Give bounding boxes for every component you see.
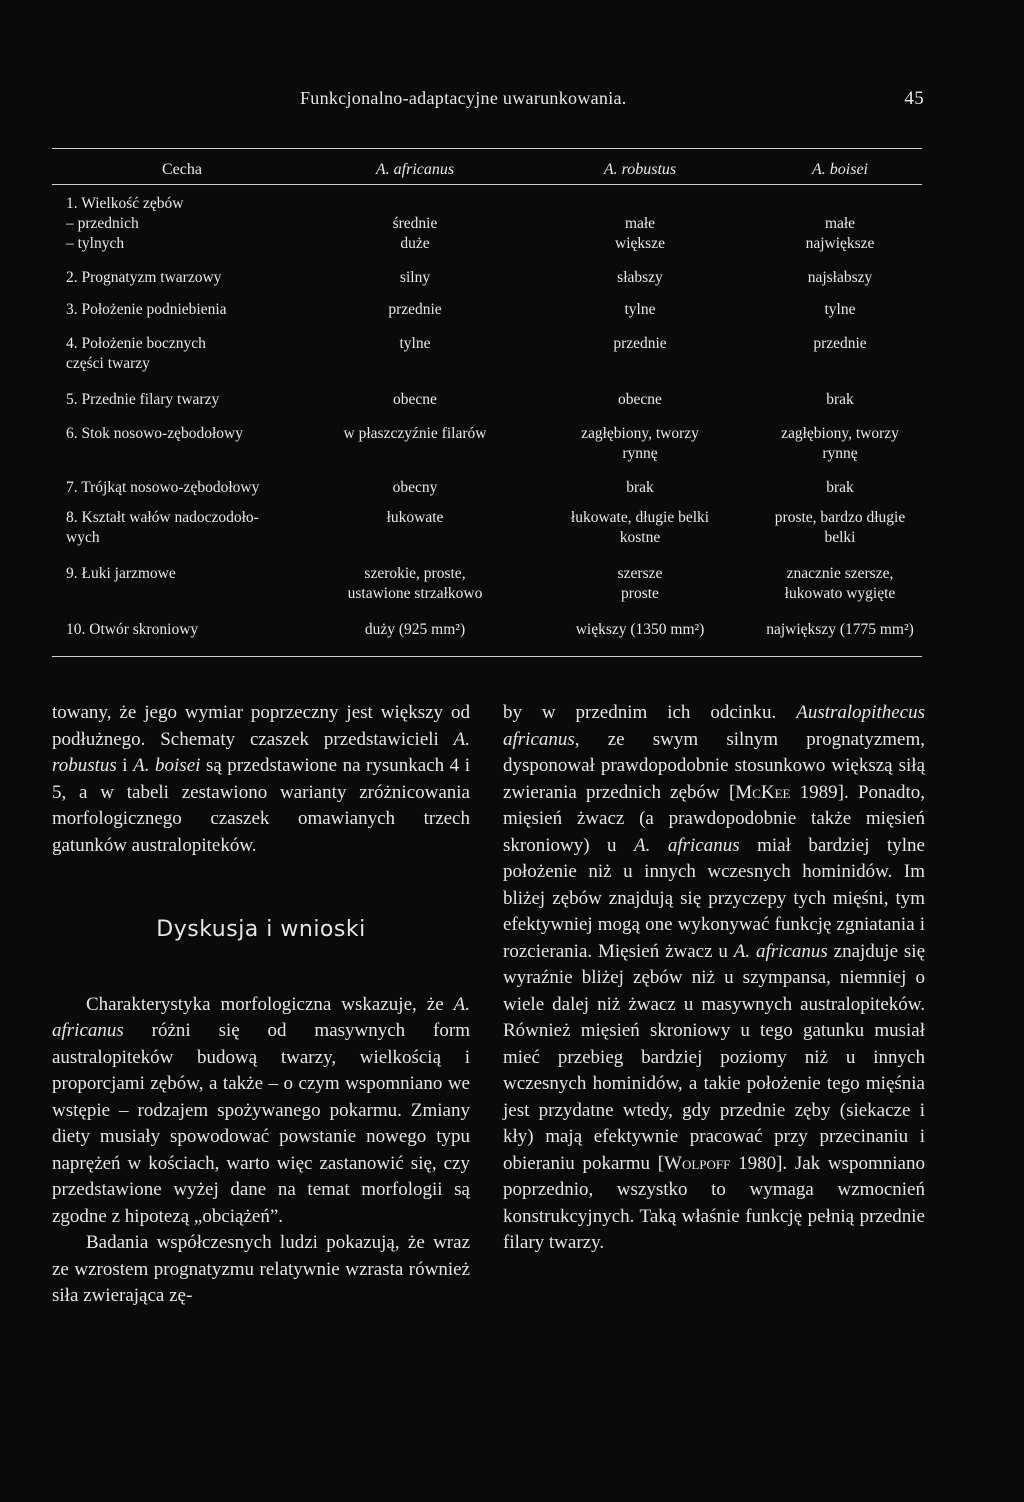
- robustus-cell: rynnę: [622, 445, 658, 462]
- text-run: są przedstawione na rysunkach 4 i 5, a w tabeli zestawiono warianty zróżnicowania morfologicznego czaszek omawianych trzech gatunków australopiteków.: [52, 755, 470, 856]
- section-heading: Dyskusja i wnioski: [156, 917, 366, 942]
- robustus-cell: przednie: [613, 335, 667, 352]
- text-run: 1980]. Jak wspomniano poprzednio, wszystko to wymaga wzmocnień konstrukcyjnych. Taką właśnie funkcję pełnią przednie filary twarzy.: [503, 1152, 925, 1253]
- text-run: , ze swym silnym prognatyzmem, dysponował prawdopodobnie stosunkowo większą siłą zwierania przednich zębów [: [503, 728, 925, 803]
- species-name: A. africanus: [52, 993, 470, 1041]
- robustus-cell: łukowate, długie belki: [570, 509, 710, 526]
- trait-cell: 5. Przednie filary twarzy: [66, 391, 220, 408]
- table-header-rule: [52, 184, 922, 185]
- robustus-cell: zagłębiony, tworzy: [581, 425, 699, 442]
- species-name: A. boisei: [133, 755, 201, 776]
- boisei-cell: brak: [826, 391, 854, 408]
- trait-cell: części twarzy: [66, 355, 150, 372]
- text-run: towany, że jego wymiar poprzeczny jest większy od podłużnego. Schematy czaszek przedstawicieli: [52, 702, 470, 750]
- africanus-cell: duże: [400, 235, 430, 252]
- species-name: Australopithecus africanus: [503, 702, 925, 750]
- paragraph-discussion: [52, 992, 470, 1231]
- species-name: A. robustus: [52, 728, 470, 776]
- robustus-cell: małe: [624, 215, 656, 232]
- boisei-cell: małe: [824, 215, 856, 232]
- boisei-cell: rynnę: [822, 445, 858, 462]
- robustus-cell: obecne: [618, 391, 662, 408]
- africanus-cell: ustawione strzałkowo: [347, 585, 483, 602]
- robustus-cell: brak: [626, 479, 654, 496]
- boisei-cell: przednie: [813, 335, 867, 352]
- text-run: znajduje się wyraźnie bliżej zębów niż u szympansa, niemniej o wiele dalej niż żwacz u masywnych australopiteków. Również mięsień skroniowy u tego gatunku musiał mieć przebieg bardziej poziomy niż u innych wczesnych hominidów, a takie położenie tego mięśnia jest przydatne wtedy, gdy przednie zęby (siekacze i kły) mają efektywnie pracować przy przecinaniu i obieraniu pokarmu [: [503, 940, 926, 1174]
- trait-cell: 8. Kształt wałów nadoczodoło-: [66, 509, 259, 526]
- robustus-cell: większe: [615, 235, 665, 252]
- text-run: miał bardziej tylne położenie niż u innych wczesnych hominidów. Im bliżej zębów znajdują się przyczepy tych mięśni, tym efektywniej mogą one wykonywać funkcję zgniatania i rozcierania. Mięsień żwacz u: [503, 834, 925, 962]
- text-run: różni się od masywnych form australopiteków budową twarzy, wielkością i proporcjami zębów, a także – o czym wspomniano we wstępie – rodzajem spożywanego pokarmu. Zmiany diety musiały spowodować powstanie nowego typu naprężeń w kościach, warto więc zastanowić się, czy przedstawione wyżej dane na temat morfologii są zgodne z hipotezą „obciążeń”.: [52, 1020, 470, 1227]
- trait-cell: 3. Położenie podniebienia: [66, 301, 227, 318]
- boisei-cell: największy (1775 mm²): [766, 621, 914, 638]
- text-run: i: [116, 755, 134, 776]
- africanus-cell: obecny: [392, 479, 438, 496]
- africanus-cell: w płaszczyźnie filarów: [343, 425, 487, 442]
- boisei-cell: proste, bardzo długie: [774, 509, 906, 526]
- robustus-cell: większy (1350 mm²): [575, 621, 705, 638]
- trait-cell: 10. Otwór skroniowy: [66, 621, 199, 638]
- trait-cell: 6. Stok nosowo-zębodołowy: [66, 425, 243, 442]
- paragraph-continuation: [503, 700, 925, 1257]
- trait-cell: 7. Trójkąt nosowo-zębodołowy: [66, 479, 260, 496]
- running-title: Funkcjonalno-adaptacyjne uwarunkowania.: [300, 88, 627, 108]
- trait-cell: – przednich: [66, 215, 139, 232]
- boisei-cell: najsłabszy: [807, 269, 873, 286]
- running-header: [300, 88, 924, 109]
- boisei-cell: tylne: [824, 301, 856, 318]
- boisei-cell: łukowato wygięte: [784, 585, 896, 602]
- boisei-cell: belki: [824, 529, 856, 546]
- robustus-cell: kostne: [619, 529, 661, 546]
- boisei-cell: znacznie szersze,: [786, 565, 894, 582]
- table-top-rule: [52, 148, 922, 149]
- trait-cell: 2. Prognatyzm twarzowy: [66, 269, 222, 286]
- boisei-cell: największe: [805, 235, 875, 252]
- column-header-robustus: A. robustus: [603, 161, 677, 178]
- robustus-cell: tylne: [624, 301, 656, 318]
- species-name: A. africanus: [634, 834, 740, 856]
- africanus-cell: szerokie, proste,: [364, 565, 466, 582]
- africanus-cell: duży (925 mm²): [364, 621, 466, 638]
- boisei-cell: brak: [826, 479, 854, 496]
- boisei-cell: zagłębiony, tworzy: [781, 425, 899, 442]
- column-header-trait: Cecha: [162, 161, 202, 178]
- citation-author: Wolpoff: [664, 1152, 731, 1174]
- robustus-cell: proste: [621, 585, 659, 602]
- column-header-boisei: A. boisei: [812, 161, 868, 178]
- text-run: by w przednim ich odcinku.: [503, 702, 797, 723]
- table-bottom-rule: [52, 656, 922, 657]
- citation-author: McKee: [735, 781, 791, 803]
- paragraph-intro: [52, 700, 470, 859]
- africanus-cell: łukowate: [386, 509, 444, 526]
- left-text-column: [52, 700, 470, 1310]
- africanus-cell: tylne: [399, 335, 431, 352]
- trait-cell: 1. Wielkość zębów: [66, 195, 184, 212]
- page-number: 45: [904, 88, 924, 109]
- paragraph-modern-humans: Badania współczesnych ludzi pokazują, że wraz ze wzrostem prognatyzmu relatywnie wzrasta również siła zwierająca zę-: [52, 1232, 470, 1306]
- trait-cell: – tylnych: [66, 235, 125, 252]
- africanus-cell: obecne: [393, 391, 437, 408]
- trait-cell: 9. Łuki jarzmowe: [66, 565, 176, 582]
- column-header-africanus: A. africanus: [375, 161, 455, 178]
- robustus-cell: słabszy: [617, 269, 663, 286]
- africanus-cell: średnie: [392, 215, 438, 232]
- text-run: 1989]. Ponadto, mięsień żwacz (a prawdopodobnie także mięsień skroniowy) u: [503, 781, 925, 856]
- trait-cell: wych: [66, 529, 100, 546]
- text-run: Charakterystyka morfologiczna wskazuje, że: [86, 993, 454, 1015]
- right-text-column: [503, 700, 925, 1257]
- africanus-cell: silny: [399, 269, 431, 286]
- africanus-cell: przednie: [388, 301, 442, 318]
- species-name: A. africanus: [733, 940, 828, 962]
- trait-cell: 4. Położenie bocznych: [66, 335, 206, 352]
- robustus-cell: szersze: [617, 565, 663, 582]
